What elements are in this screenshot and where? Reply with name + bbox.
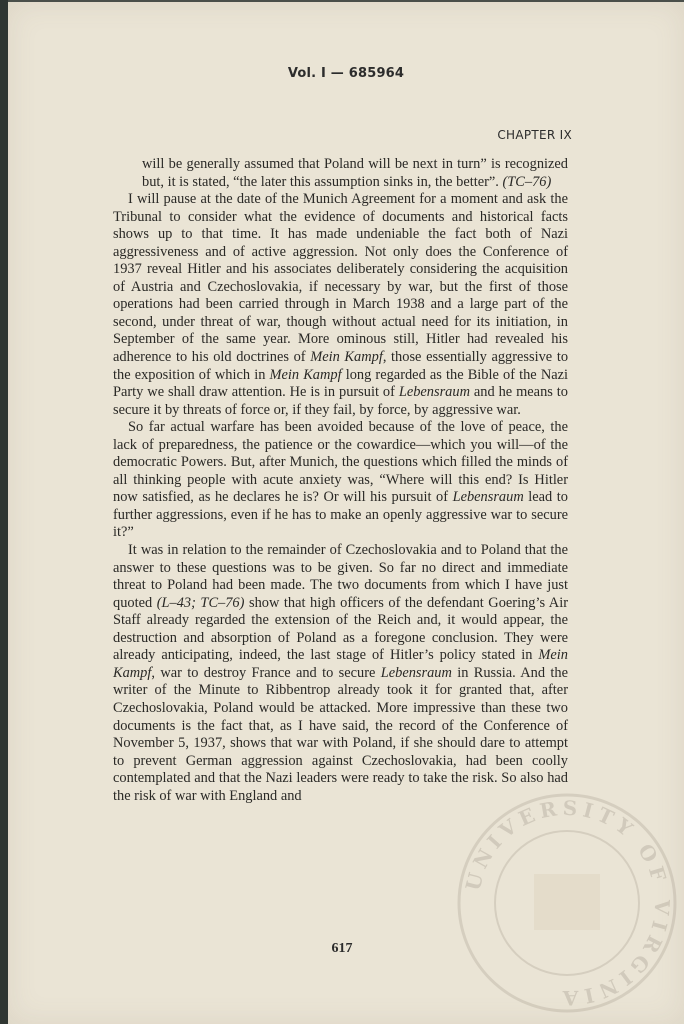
paragraph-text: I will pause at the date of the Munich Agreement for a moment and ask the Tribunal to consider what the evidence of documents and historical facts shows up to that time. It has made undeniable the fact both of Nazi aggressiveness and of active aggression. Not only does the Conference of 1937 reveal Hitler and his associates deliberately considering the acquisition of Austria and Czechoslovakia, if necessary by war, but the first of those operations had been carried through in March 1938 and a large part of the second, under threat of war, though without actual need for its initiation, in September of the same year. More ominous still, Hitler had revealed his adherence to his old doctrines of [113,191,568,366]
paragraph-quote [113,156,568,191]
paragraph-text: lead to further aggressions, even if he has to make an openly aggressive war to secure it?” [113,489,568,541]
citation: (L–43; TC–76) [156,594,245,611]
italic-term: Lebensraum [398,384,470,401]
quote-text: will be generally assumed that Poland will be next in turn” is recognized but, it is stated, “the later this assumption sinks in, the better”. [142,156,568,190]
paragraph-text: and he means to secure it by threats of force or, if they fail, by force, by aggressive war. [113,384,568,418]
paragraph [113,191,568,419]
paragraph-text: So far actual warfare has been avoided because of the love of peace, the lack of preparedness, the patience or the cowardice—which you will—of the democratic Powers. But, after Munich, the questions which filled the minds of all thinking people with acute anxiety was, “Where will this end? Is Hitler now satisfied, as he declares he is? Or will his pursuit of [113,419,568,506]
paragraph-text: in Russia. And the writer of the Minute to Ribbentrop already took it for granted that, after Czechoslovakia, Poland would be attacked. More impressive than these two documents is the fact that, as I have said, the record of the Conference of November 5, 1937, shows that war with Poland, if she should dare to attempt to prevent German aggression against Czechoslovakia, had been coolly contemplated and that the Nazi leaders were ready to take the risk. So also had the risk of war with England and [113,664,568,804]
paragraph [113,542,568,805]
italic-title: Mein Kampf [269,366,342,383]
paragraph [113,419,568,542]
body-text [113,156,568,805]
citation: (TC–76) [502,173,552,190]
italic-title: Mein Kampf [113,647,568,681]
university-seal-watermark [456,792,678,1014]
italic-title: Mein Kampf [310,349,383,366]
scan-edge [0,0,8,1024]
italic-term: Lebensraum [380,664,452,681]
paragraph-text: long regarded as the Bible of the Nazi Party we shall draw attention. He is in pursuit of [113,366,568,401]
italic-term: Lebensraum [452,489,524,506]
volume-header: Vol. I — 685964 [287,66,405,81]
seal-text: UNIVERSITY OF VIRGINIA [460,795,675,1011]
chapter-heading: CHAPTER IX [497,128,572,142]
document-page [8,2,684,1024]
page-number: 617 [331,941,353,956]
paragraph-text: show that high officers of the defendant Goering’s Air Staff already regarded the extension of the Reich and, it would appear, the destruction and absorption of Poland as a foregone conclusion. They were already anticipating, indeed, the last stage of Hitler’s policy stated in [113,594,568,664]
paragraph-text: It was in relation to the remainder of Czechoslovakia and to Poland that the answer to these questions was to be given. So far no direct and immediate threat to Poland had been made. The two documents from which I have just quoted [113,542,568,611]
paragraph-text: , war to destroy France and to secure [151,664,381,681]
paragraph-text: , those essentially aggressive to the exposition of which in [113,349,569,383]
